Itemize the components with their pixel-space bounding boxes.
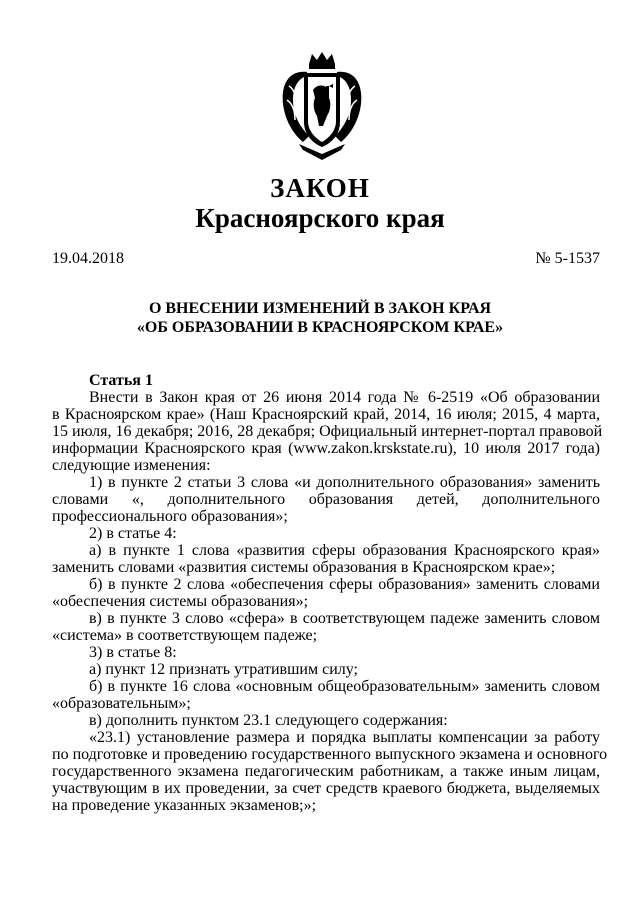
- article-line: по подготовке и проведению государственного выпускного экзамена и основного: [52, 746, 608, 763]
- document-date: 19.04.2018: [52, 250, 124, 267]
- article-line: «23.1) установление размера и порядка выплаты компенсации за работу: [89, 729, 600, 746]
- article-line: «обеспечения системы образования»;: [52, 593, 309, 610]
- article-line: 15 июля, 16 декабря; 2016, 28 декабря; Официальный интернет-портал правовой: [52, 423, 603, 440]
- law-heading: [0, 299, 640, 337]
- article-line: 2) в статье 4:: [89, 525, 177, 542]
- article-line: государственного экзамена педагогическим работникам, а также иным лицам,: [52, 763, 600, 780]
- article-line: 3) в статье 8:: [89, 644, 177, 661]
- article-line: а) в пункте 1 слова «развития сферы образования Красноярского края»: [89, 542, 600, 559]
- coat-of-arms-emblem: [279, 50, 365, 162]
- article-line: участвующим в их проведении, за счет средств краевого бюджета, выделяемых: [52, 780, 600, 797]
- article-line: в) дополнить пунктом 23.1 следующего содержания:: [89, 712, 448, 729]
- article-line: б) в пункте 2 слова «обеспечения сферы образования» заменить словами: [89, 576, 600, 593]
- document-number: № 5-1537: [535, 250, 600, 267]
- article-line: а) пункт 12 признать утратившим силу;: [89, 661, 358, 678]
- article-body: [52, 372, 608, 814]
- article-line: 1) в пункте 2 статьи 3 слова «и дополнительного образования» заменить: [89, 474, 600, 491]
- document-title: ЗАКОН: [270, 173, 370, 203]
- article-line: информации Красноярского края (www.zakon.krskstate.ru), 10 июля 2017 года): [52, 440, 600, 457]
- document-subtitle: Красноярского края: [195, 203, 445, 233]
- article-line: в Красноярском крае» (Наш Красноярский край, 2014, 16 июля; 2015, 4 марта,: [52, 406, 600, 423]
- law-heading-line-1: О ВНЕСЕНИИ ИЗМЕНЕНИЙ В ЗАКОН КРАЯ: [148, 300, 492, 317]
- law-heading-line-2: «ОБ ОБРАЗОВАНИИ В КРАСНОЯРСКОМ КРАЕ»: [136, 319, 504, 336]
- article-line: Внести в Закон края от 26 июня 2014 года № 6-2519 «Об образовании: [89, 389, 600, 406]
- article-line: следующие изменения:: [52, 457, 211, 474]
- article-line: заменить словами «развития системы образования в Красноярском крае»;: [52, 559, 556, 576]
- article-line: на проведение указанных экзаменов;»;: [52, 797, 317, 814]
- article-line: б) в пункте 16 слова «основным общеобразовательным» заменить словом: [89, 678, 600, 695]
- article-line: «система» в соответствующем падеже;: [52, 627, 318, 644]
- article-line: в) в пункте 3 слово «сфера» в соответствующем падеже заменить словом: [89, 610, 600, 627]
- article-line: профессионального образования»;: [52, 508, 288, 525]
- article-line: «образовательным»;: [52, 695, 191, 712]
- article-title: Статья 1: [89, 372, 153, 389]
- article-line: словами «, дополнительного образования детей, дополнительного: [52, 491, 600, 508]
